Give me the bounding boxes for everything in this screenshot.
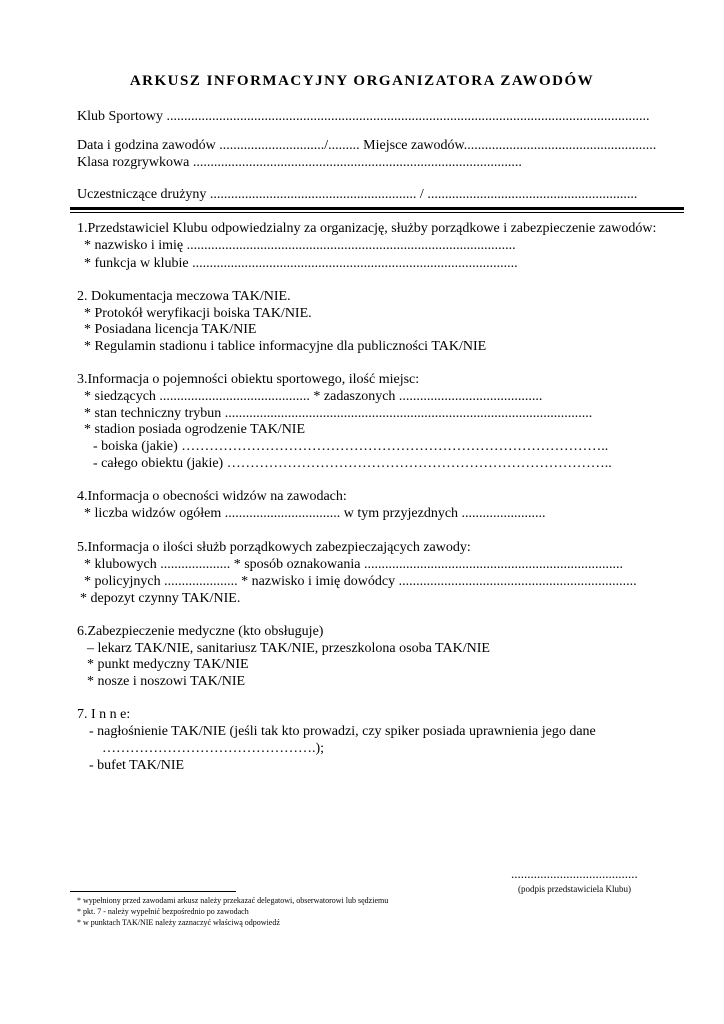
section-1-item: * nazwisko i imię .............................................................................................. [84,238,516,253]
footnote-divider [70,891,236,892]
section-2-heading: 2. Dokumentacja meczowa TAK/NIE. [77,289,291,304]
section-3-item: * siedzących ........................................... * zadaszonych ......................................... [84,389,543,404]
section-7-item: ……………………………………….); [102,741,325,756]
header-divider-thin [70,212,684,213]
footnote: * pkt. 7 - należy wypełnić bezpośrednio po zawodach [77,907,249,916]
section-5-heading: 5.Informacja o ilości służb porządkowych zabezpieczających zawody: [77,540,471,555]
section-7-item: - nagłośnienie TAK/NIE (jeśli tak kto prowadzi, czy spiker posiada uprawnienia jego dane [89,724,596,739]
section-2-item: * Posiadana licencja TAK/NIE [84,322,257,337]
section-6-item: – lekarz TAK/NIE, sanitariusz TAK/NIE, przeszkolona osoba TAK/NIE [87,641,490,656]
section-5-item: * policyjnych ..................... * nazwisko i imię dowódcy .................................................................... [84,574,637,589]
footnote: * wypełniony przed zawodami arkusz należy przekazać delegatowi, obserwatorowi lub sędziemu [77,896,389,905]
document-title: ARKUSZ INFORMACYJNY ORGANIZATORA ZAWODÓW [129,73,595,89]
section-5-item: * klubowych .................... * sposób oznakowania .......................................................................... [84,557,623,572]
section-4-item: * liczba widzów ogółem ................................. w tym przyjezdnych ........................ [84,506,546,521]
section-7-item: - bufet TAK/NIE [89,758,185,773]
section-7-heading: 7. I n n e: [77,707,131,722]
footnote: * w punktach TAK/NIE należy zaznaczyć właściwą odpowiedź [77,918,280,927]
league-class-field: Klasa rozgrywkowa .............................................................................................. [77,155,522,170]
section-4-heading: 4.Informacja o obecności widzów na zawodach: [77,489,347,504]
section-6-heading: 6.Zabezpieczenie medyczne (kto obsługuje) [77,624,324,639]
signature-caption: (podpis przedstawiciela Klubu) [518,884,631,894]
section-2-item: * Regulamin stadionu i tablice informacyjne dla publiczności TAK/NIE [84,339,487,354]
section-3-subitem: - całego obiektu (jakie) ……………………………………………………………………….. [93,456,612,471]
section-5-item: * depozyt czynny TAK/NIE. [80,591,241,606]
header-divider-thick [70,207,684,210]
section-3-subitem: - boiska (jakie) ……………………………………………………………………………….. [93,439,609,454]
date-place-field: Data i godzina zawodów ............................../......... Miejsce zawodów....................................................... [77,138,657,153]
section-1-heading: 1.Przedstawiciel Klubu odpowiedzialny za organizację, służby porządkowe i zabezpieczenie zawodów: [77,221,657,236]
teams-field: Uczestniczące drużyny ........................................................... / ............................................................ [77,187,638,202]
section-3-item: * stan techniczny trybun ......................................................................................................... [84,406,593,421]
club-field: Klub Sportowy .......................................................................................................................................... [77,109,650,124]
section-2-item: * Protokół weryfikacji boiska TAK/NIE. [84,306,312,321]
section-1-item: * funkcja w klubie ............................................................................................. [84,256,518,271]
section-3-item: * stadion posiada ogrodzenie TAK/NIE [84,422,306,437]
signature-line: ....................................... [511,866,638,881]
section-3-heading: 3.Informacja o pojemności obiektu sportowego, ilość miejsc: [77,372,420,387]
section-6-item: * nosze i noszowi TAK/NIE [87,674,246,689]
section-6-item: * punkt medyczny TAK/NIE [87,657,249,672]
